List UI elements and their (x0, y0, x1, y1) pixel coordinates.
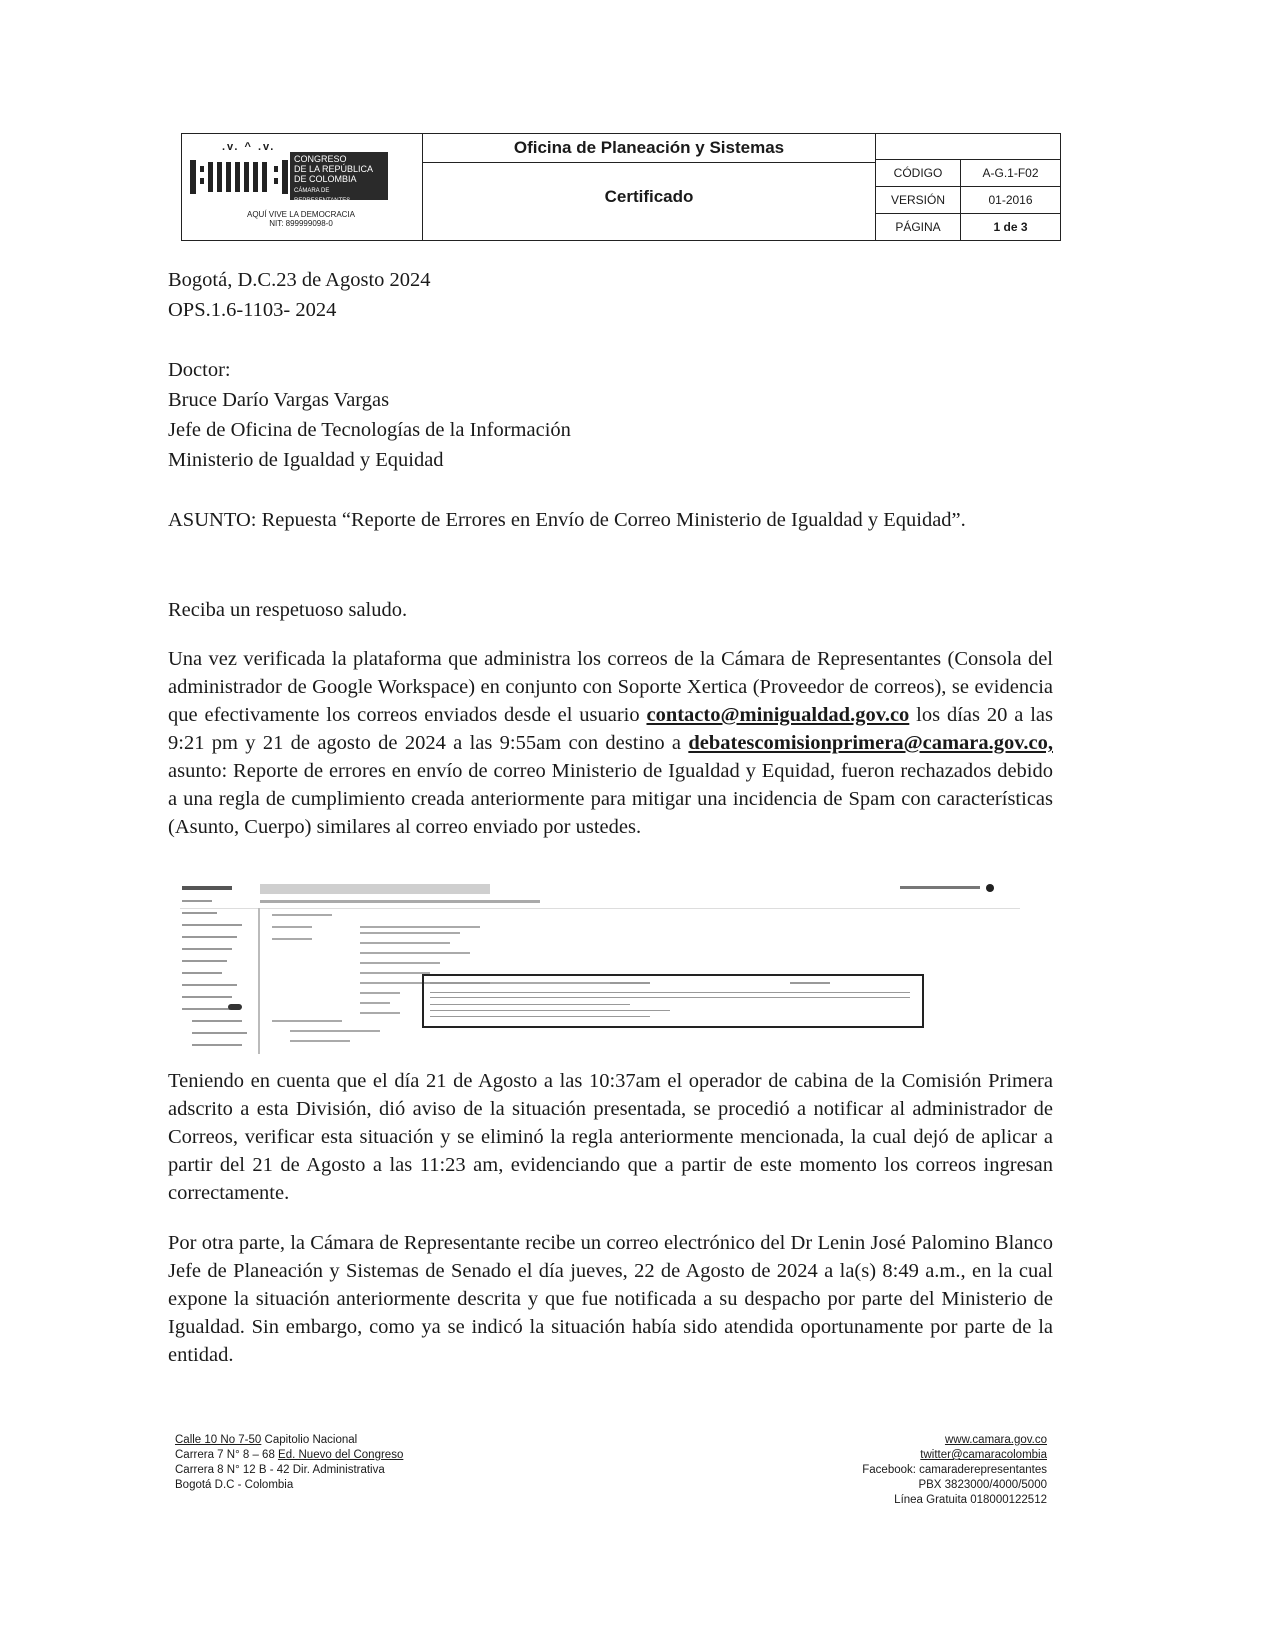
footer-address-1-place: Capitolio Nacional (261, 1434, 358, 1446)
footer-address-2 (175, 1448, 403, 1463)
field-row-page (876, 214, 1060, 240)
pbx-contact: PBX 3823000/4000/5000 (918, 1479, 1047, 1491)
greeting: Reciba un respetuoso saludo. (168, 599, 408, 621)
toll-free-contact: Línea Gratuita 018000122512 (894, 1494, 1047, 1506)
letter-date: Bogotá, D.C.23 de Agosto 2024 (168, 269, 431, 291)
document-type: Certificado (604, 187, 694, 206)
p1-text-a: Una vez verificada la plataforma que administra los correos de la Cámara de Representantes (Consola del administrador de Google Workspace) en conjunto con Soporte Xertica (Proveedor de correos), se evidencia que efectivamente los correos enviados desde el usuario (168, 648, 1053, 726)
sender-email-link[interactable]: contacto@minigualdad.gov.co (646, 704, 910, 726)
footer-contacts (862, 1433, 1047, 1508)
logo-tagline (216, 210, 386, 228)
field-label: CÓDIGO (876, 160, 961, 186)
recipient-email-link[interactable]: debatescomisionprimera@camara.gov.co, (688, 732, 1053, 754)
footer-addresses (175, 1433, 403, 1493)
website-link[interactable]: www.camara.gov.co (944, 1434, 1047, 1446)
footer-address-1 (175, 1433, 403, 1448)
p1-text-b: los días 20 a las 9:21 pm y 21 de agosto de 2024 a las 9:55am con destino a (168, 704, 1053, 754)
field-value: A-G.1-F02 (982, 166, 1039, 180)
paragraph-1 (168, 645, 1053, 841)
footer-address-2-street: Carrera 7 N° 8 – 68 (175, 1449, 279, 1461)
facebook-contact: Facebook: camaraderepresentantes (862, 1464, 1047, 1476)
recipient-title: Jefe de Oficina de Tecnologías de la Información (168, 419, 571, 441)
congress-barcode-emblem (190, 154, 288, 196)
logo-line-2: DE LA REPÚBLICA (294, 164, 374, 174)
footer-city: Bogotá D.C - Colombia (175, 1479, 294, 1491)
field-row-version (876, 187, 1060, 214)
footer-address-3: Carrera 8 N° 12 B - 42 Dir. Administrativa (175, 1464, 385, 1476)
office-title: Oficina de Planeación y Sistemas (423, 134, 875, 163)
header-fields (876, 134, 1060, 240)
footer-address-2-place: Ed. Nuevo del Congreso (278, 1449, 404, 1461)
header-title-cell (423, 134, 876, 240)
recipient-name: Bruce Darío Vargas Vargas (168, 389, 390, 411)
field-value: 1 de 3 (993, 220, 1028, 234)
document-header (181, 133, 1061, 241)
footer-address-1-street: Calle 10 No 7-50 (175, 1434, 262, 1446)
paragraph-2: Teniendo en cuenta que el día 21 de Agosto a las 10:37am el operador de cabina de la Comisión Primera adscrito a esta División, dió aviso de la situación presentada, se procedió a notificar al administrador de Correos, verificar esta situación y se eliminó la regla anteriormente mencionada, la cual dejó de aplicar a partir del 21 de Agosto a las 11:23 am, evidenciando que a partir de este momento los correos ingresan correctamente. (168, 1070, 1053, 1204)
recipient-org: Ministerio de Igualdad y Equidad (168, 449, 444, 471)
letter-reference: OPS.1.6-1103- 2024 (168, 299, 337, 321)
header-spacer (876, 134, 1060, 160)
logo-line-4: CÁMARA DE REPRESENTANTES (294, 188, 351, 204)
logo-name-box (290, 152, 388, 204)
field-label: VERSIÓN (876, 187, 961, 213)
logo-nit: NIT: 899999098-0 (269, 219, 333, 228)
logo-motto: AQUÍ VIVE LA DEMOCRACIA (246, 210, 356, 219)
twitter-link[interactable]: twitter@camaracolombia (920, 1449, 1047, 1461)
paragraph-3: Por otra parte, la Cámara de Representante recibe un correo electrónico del Dr Lenin José Palomino Blanco Jefe de Planeación y Sistemas de Senado el día jueves, 22 de Agosto de 2024 a la(s) 8:49 a.m., en la cual expone la situación anteriormente descrita y que fue notificada a su despacho por parte del Ministerio de Igualdad. Sin embargo, como ya se indicó la situación había sido atendida oportunamente por parte de la entidad. (168, 1232, 1053, 1366)
field-value: 01-2016 (988, 193, 1033, 207)
admin-console-screenshot (180, 880, 1020, 1055)
salutation: Doctor: (168, 359, 231, 381)
p1-text-c: asunto: Reporte de errores en envío de correo Ministerio de Igualdad y Equidad, fueron rechazados debido a una regla de cumplimiento creada anteriormente para mitigar una incidencia de Spam con características (Asunto, Cuerpo) similares al correo enviado por ustedes. (168, 760, 1053, 838)
subject-line: ASUNTO: Repuesta “Reporte de Errores en Envío de Correo Ministerio de Igualdad y Equidad”. (168, 509, 966, 531)
field-label: PÁGINA (876, 214, 961, 240)
screenshot-image (180, 880, 1020, 1055)
field-row-code (876, 160, 1060, 187)
logo-line-1: CONGRESO (294, 154, 347, 164)
congress-logo (182, 134, 423, 240)
logo-dots: .v. ^ .v. (222, 141, 276, 153)
logo-line-3: DE COLOMBIA (294, 174, 357, 184)
